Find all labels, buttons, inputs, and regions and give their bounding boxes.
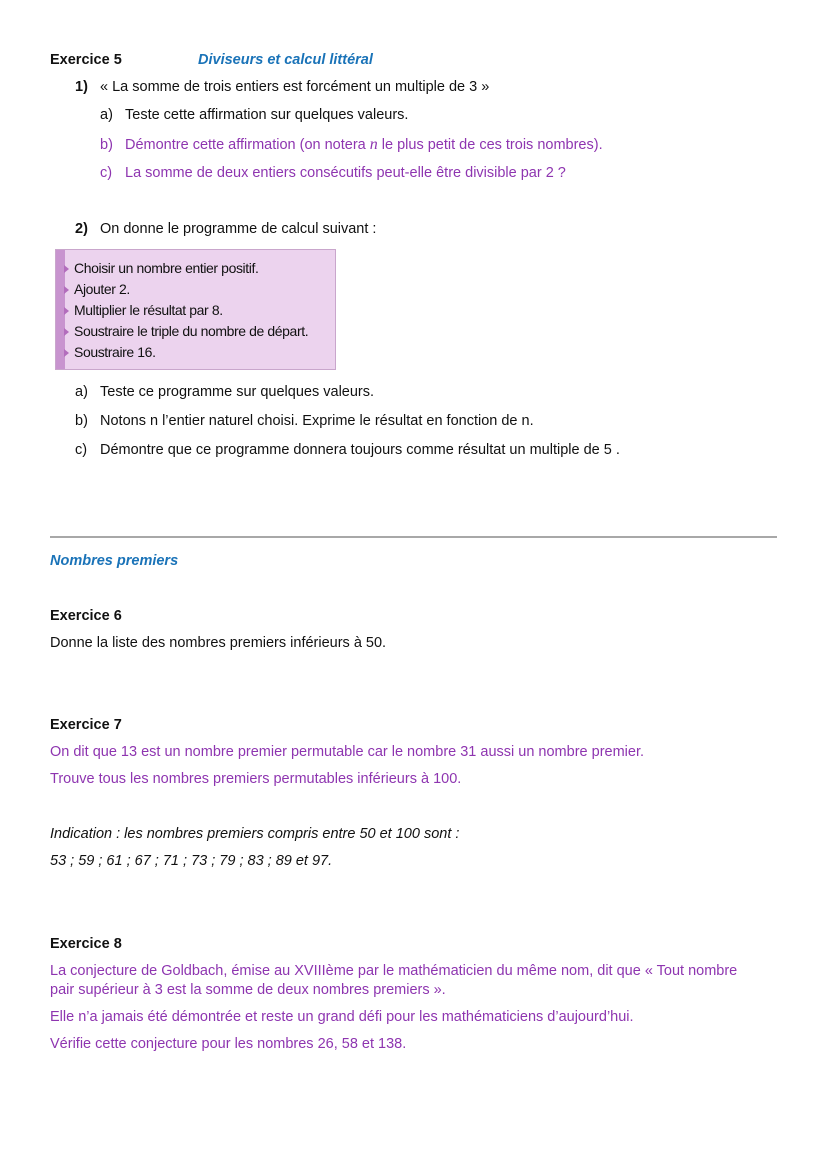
step-arrow-icon	[64, 349, 69, 357]
exercise-6-text: Donne la liste des nombres premiers inférieurs à 50.	[50, 635, 387, 651]
question-2c-text: Démontre que ce programme donnera toujours comme résultat un multiple de 5 .	[100, 442, 620, 458]
question-1c-letter: c)	[100, 165, 113, 181]
exercise-8-line-1: La conjecture de Goldbach, émise au XVIIIème par le mathématicien du même nom, dit que « Tout nombre	[50, 963, 738, 979]
exercise-7-heading: Exercice 7	[50, 717, 122, 733]
question-1	[75, 79, 489, 95]
program-step: Multiplier le résultat par 8.	[74, 302, 223, 318]
question-2b-letter: b)	[75, 413, 88, 429]
question-2a-text: Teste ce programme sur quelques valeurs.	[100, 384, 375, 400]
question-1b-text-start: Démontre cette affirmation (on notera	[125, 137, 370, 153]
question-1a-text: Teste cette affirmation sur quelques valeurs.	[125, 107, 409, 123]
question-1a-letter: a)	[100, 107, 113, 123]
question-2c-letter: c)	[75, 442, 88, 458]
question-2-text: On donne le programme de calcul suivant :	[100, 221, 377, 237]
exercise-5-heading: Exercice 5	[50, 52, 122, 68]
question-2-number: 2)	[75, 221, 88, 237]
question-1a	[100, 107, 408, 123]
question-2	[75, 221, 376, 237]
question-2c	[75, 442, 620, 458]
question-1-text: « La somme de trois entiers est forcément un multiple de 3 »	[100, 79, 490, 95]
step-arrow-icon	[64, 286, 69, 294]
program-step: Ajouter 2.	[74, 281, 130, 297]
section-divider	[50, 536, 777, 538]
exercise-7-hint: Indication : les nombres premiers compris entre 50 et 100 sont :	[50, 826, 460, 842]
exercise-6-heading: Exercice 6	[50, 608, 122, 624]
question-2b-text: Notons n l’entier naturel choisi. Exprime le résultat en fonction de n.	[100, 413, 534, 429]
section-title: Nombres premiers	[50, 553, 179, 569]
question-1c	[100, 165, 566, 181]
question-2a	[75, 384, 374, 400]
question-1-number: 1)	[75, 79, 88, 95]
question-2a-letter: a)	[75, 384, 88, 400]
exercise-7-line-2: Trouve tous les nombres premiers permutables inférieurs à 100.	[50, 771, 462, 787]
program-step: Soustraire le triple du nombre de départ.	[74, 323, 309, 339]
exercise-8-line-3: Elle n’a jamais été démontrée et reste un grand défi pour les mathématiciens d’aujourd’hui.	[50, 1009, 634, 1025]
exercise-8-line-2: pair supérieur à 3 est la somme de deux nombres premiers ».	[50, 982, 446, 998]
question-1b-text-end: le plus petit de ces trois nombres).	[377, 137, 603, 153]
question-2b	[75, 413, 534, 429]
exercise-5-subtitle: Diviseurs et calcul littéral	[198, 52, 373, 68]
program-step: Soustraire 16.	[74, 344, 156, 360]
question-1b	[100, 136, 603, 154]
exercise-8-heading: Exercice 8	[50, 936, 122, 952]
program-step: Choisir un nombre entier positif.	[74, 260, 259, 276]
exercise-8-line-4: Vérifie cette conjecture pour les nombres 26, 58 et 138.	[50, 1036, 407, 1052]
step-arrow-icon	[64, 328, 69, 336]
calculation-program-box	[55, 249, 336, 370]
question-1b-variable: n	[369, 136, 378, 153]
question-1b-letter: b)	[100, 137, 113, 153]
exercise-7-line-1: On dit que 13 est un nombre premier permutable car le nombre 31 aussi un nombre premier.	[50, 744, 645, 760]
question-1c-text: La somme de deux entiers consécutifs peut-elle être divisible par 2 ?	[125, 165, 566, 181]
step-arrow-icon	[64, 307, 69, 315]
exercise-7-hint-primes: 53 ; 59 ; 61 ; 67 ; 71 ; 73 ; 79 ; 83 ; 89 et 97.	[50, 853, 333, 869]
step-arrow-icon	[64, 265, 69, 273]
